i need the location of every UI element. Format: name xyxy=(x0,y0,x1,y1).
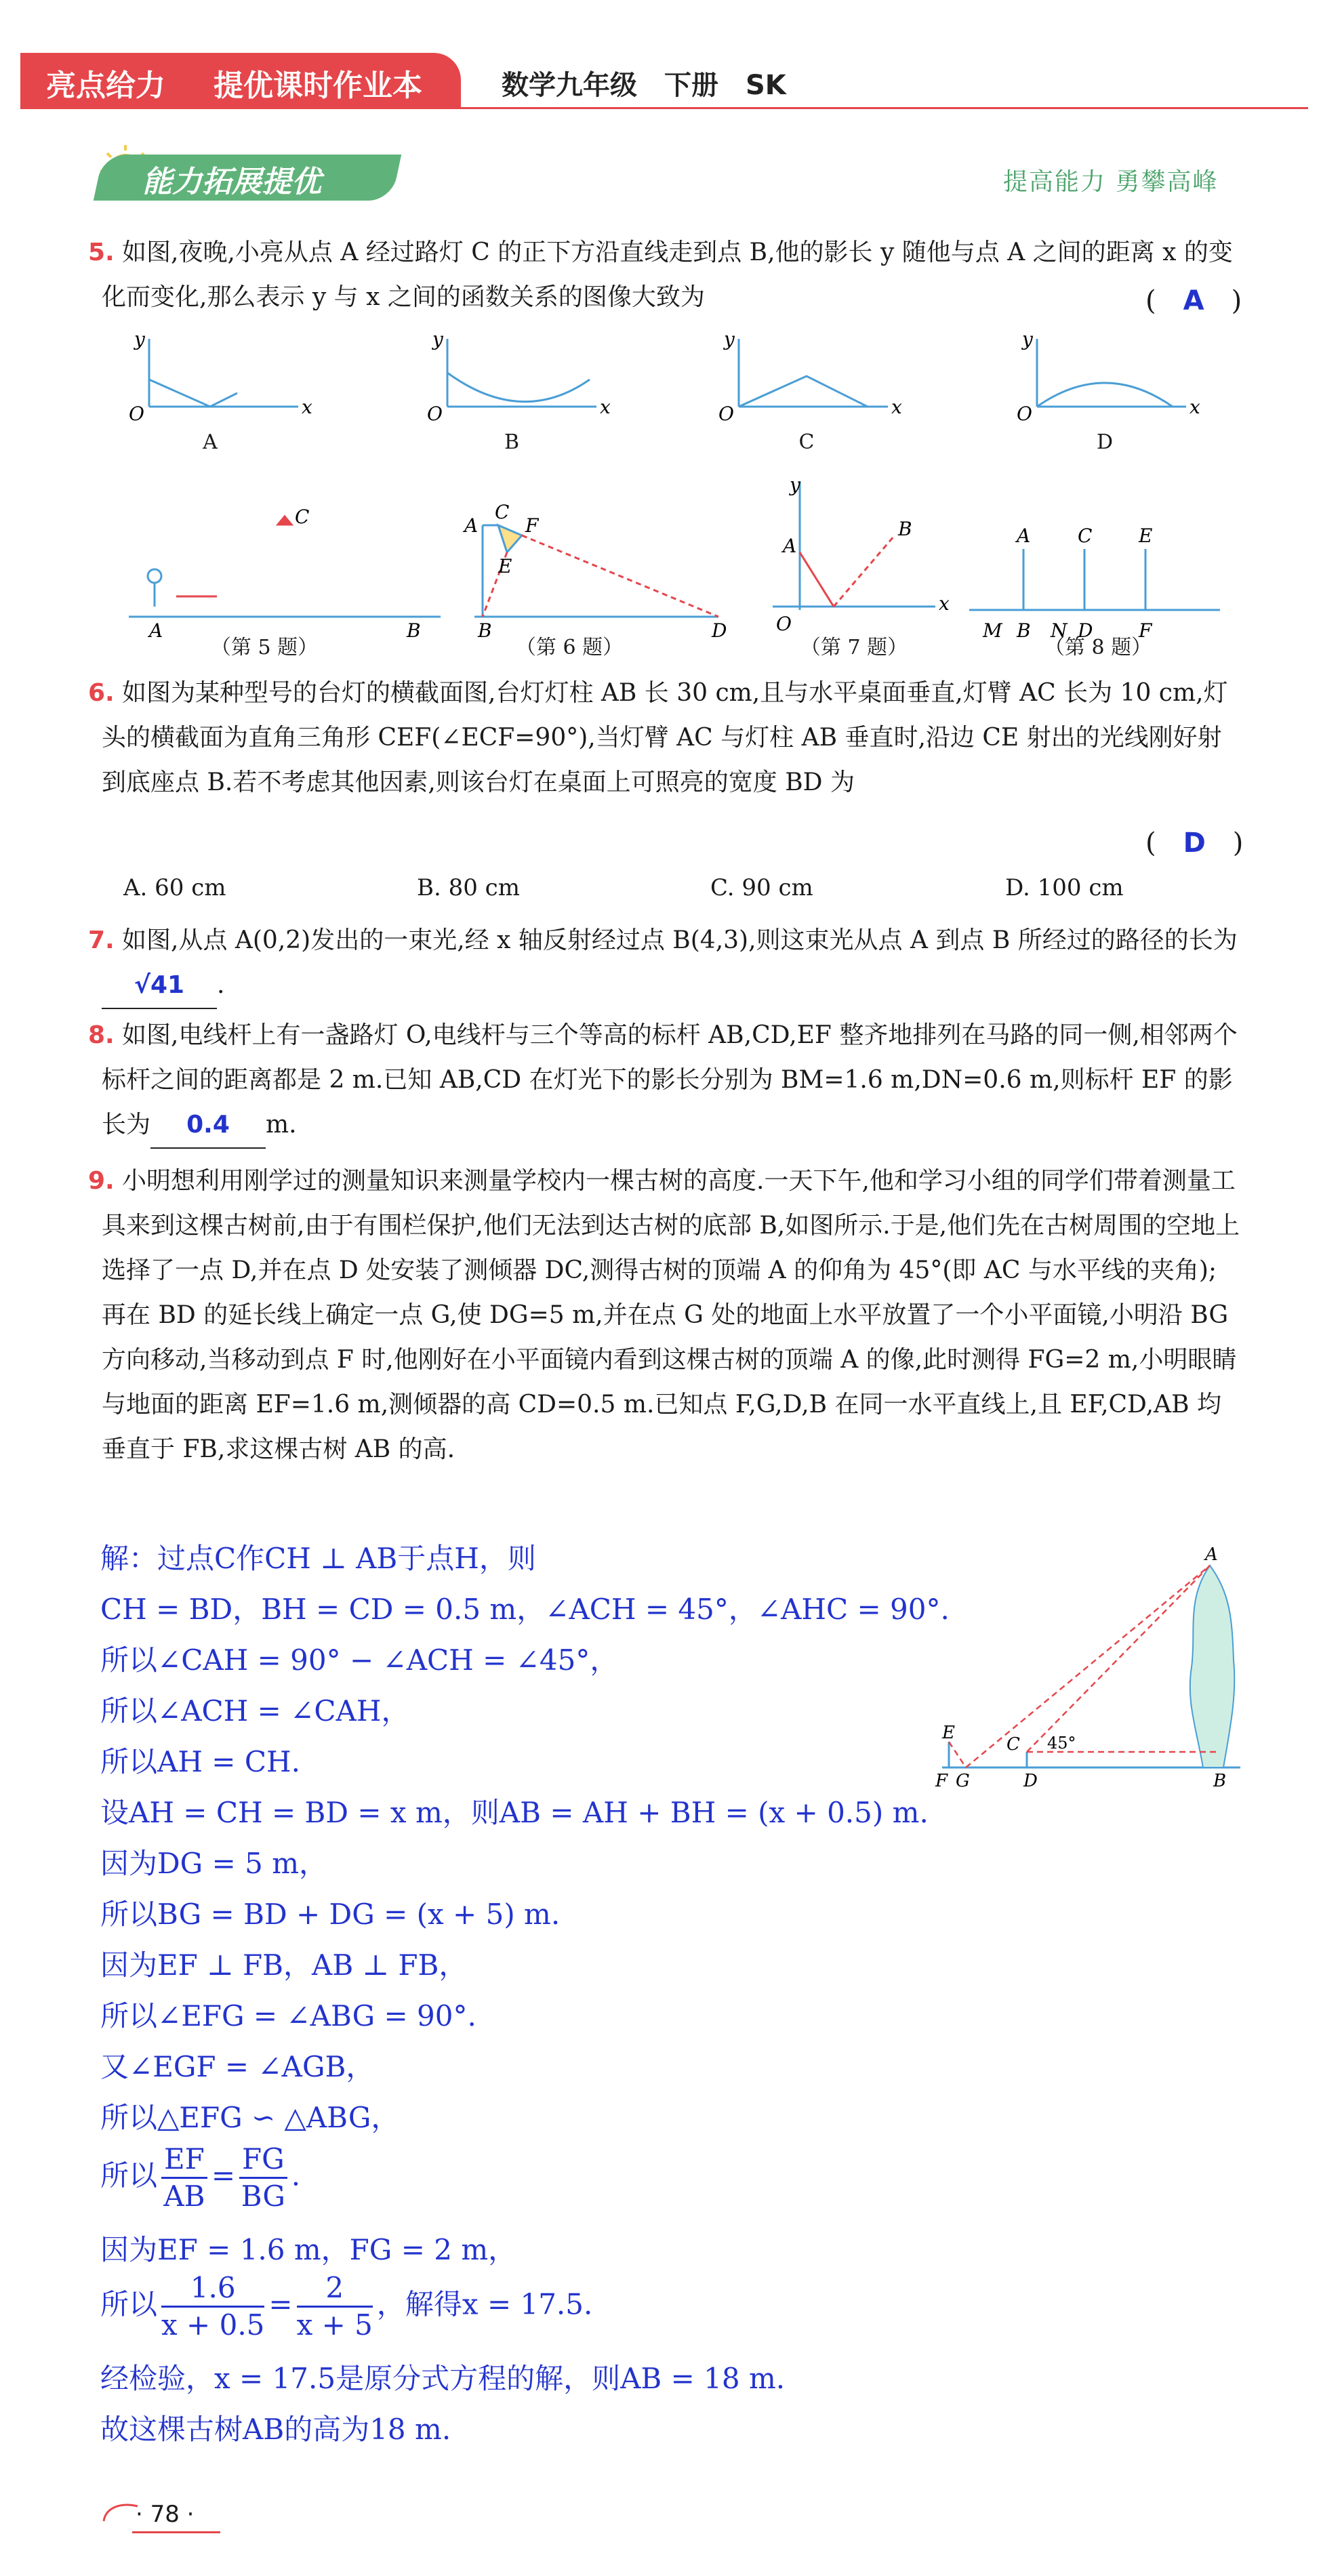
question-text-end: m. xyxy=(266,1111,297,1139)
solution-line: 设AH = CH = BD = x m，则AB = AH + BH = (x + 0.5) m. xyxy=(100,1796,929,1829)
svg-text:D: D xyxy=(712,619,727,642)
svg-text:C: C xyxy=(1007,1734,1020,1755)
denominator: AB xyxy=(163,2180,205,2213)
svg-text:F: F xyxy=(1139,619,1152,642)
answer-value: A xyxy=(1183,285,1204,316)
svg-text:C: C xyxy=(1078,525,1093,547)
header-brand: 亮点给力 xyxy=(46,68,165,103)
svg-text:B: B xyxy=(1213,1771,1227,1789)
svg-text:45°: 45° xyxy=(1047,1734,1076,1753)
numerator: FG xyxy=(239,2142,287,2179)
fig8-caption: （第 8 题） xyxy=(1044,636,1152,659)
option-a: A. 60 cm xyxy=(123,874,226,901)
answer-value: 0.4 xyxy=(186,1111,230,1139)
svg-text:O: O xyxy=(427,403,443,425)
page-number-underline xyxy=(132,2531,220,2533)
header-divider xyxy=(20,107,1308,109)
option-a-label: A xyxy=(203,430,218,454)
svg-text:C: C xyxy=(295,506,310,528)
solution-line: 所以BG = BD + DG = (x + 5) m. xyxy=(100,1898,561,1931)
svg-text:E: E xyxy=(1139,525,1153,547)
svg-text:y: y xyxy=(724,332,735,350)
svg-text:B: B xyxy=(407,619,421,642)
frac-suffix: . xyxy=(291,2159,301,2192)
solution-line: CH = BD，BH = CD = 0.5 m，∠ACH = 45°，∠AHC = 90°. xyxy=(100,1593,950,1626)
question-6 xyxy=(88,671,1240,805)
solution-line: 所以∠ACH = ∠CAH， xyxy=(100,1694,410,1727)
svg-text:O: O xyxy=(129,403,144,425)
solution-fraction-1 xyxy=(100,2142,300,2214)
question-number: 5. xyxy=(88,239,115,266)
option-d: D. 100 cm xyxy=(1005,874,1124,901)
solution-line: 解：过点C作CH ⊥ AB于点H，则 xyxy=(100,1542,536,1575)
solution-line: 因为DG = 5 m， xyxy=(100,1847,328,1880)
section-title: 能力拓展提优 xyxy=(142,165,321,199)
denominator: BG xyxy=(241,2180,285,2213)
page-number: · 78 · xyxy=(136,2501,195,2528)
svg-text:B: B xyxy=(478,619,492,642)
frac-prefix: 所以 xyxy=(100,2159,158,2192)
equals: = xyxy=(268,2287,293,2321)
answer-bracket: ( A ) xyxy=(1145,285,1242,316)
numerator: 1.6 xyxy=(161,2270,264,2308)
header-brand-bar xyxy=(20,53,461,107)
solution-line: 所以△EFG ∽ △ABG， xyxy=(100,2101,400,2134)
answer-bracket: ( D ) xyxy=(1145,827,1244,859)
equals: = xyxy=(211,2159,236,2192)
svg-text:x: x xyxy=(302,396,312,418)
question-number: 8. xyxy=(88,1021,115,1049)
svg-text:x: x xyxy=(891,396,902,418)
svg-text:B: B xyxy=(898,518,912,540)
question-8 xyxy=(88,1013,1240,1149)
question-text: 如图为某种型号的台灯的横截面图,台灯灯柱 AB 长 30 cm,且与水平桌面垂直,灯臂 AC 长为 10 cm,灯头的横截面为直角三角形 CEF(∠ECF=90°),当灯臂 AC 与灯柱 AB 垂直时,沿边 CE 射出的光线刚好射到底座点 B.若不考虑其他因素,则该台灯在桌面上可照亮的宽度 BD 为 xyxy=(102,679,1228,796)
solution-line: 又∠EGF = ∠AGB， xyxy=(100,2050,375,2083)
svg-text:O: O xyxy=(718,403,734,425)
page-swoosh-icon xyxy=(100,2501,141,2528)
option-d-label: D xyxy=(1096,430,1114,454)
question-5 xyxy=(88,230,1240,320)
solution-line: 所以∠EFG = ∠ABG = 90°. xyxy=(100,1999,476,2032)
svg-text:O: O xyxy=(776,613,792,635)
fig5-caption: （第 5 题） xyxy=(210,636,319,659)
svg-text:y: y xyxy=(134,332,145,350)
option-c-label: C xyxy=(798,430,815,454)
solution-line: 因为EF = 1.6 m，FG = 2 m， xyxy=(100,2233,517,2266)
figure-7 xyxy=(773,481,935,610)
answer-value: √41 xyxy=(134,971,185,999)
fig7-caption: （第 7 题） xyxy=(800,636,908,659)
frac-suffix: ，解得x = 17.5. xyxy=(376,2287,593,2321)
svg-text:A: A xyxy=(149,619,163,642)
question-7 xyxy=(88,918,1240,1009)
question-text-end: . xyxy=(217,971,225,999)
denominator: x + 5 xyxy=(296,2308,373,2342)
question-number: 9. xyxy=(88,1167,115,1195)
svg-text:D: D xyxy=(1078,619,1093,642)
solution-line: 经检验，x = 17.5是原分式方程的解，则AB = 18 m. xyxy=(100,2362,786,2395)
svg-text:E: E xyxy=(498,555,512,577)
svg-text:F: F xyxy=(525,514,539,537)
header-info: 数学九年级 下册 SK xyxy=(502,70,786,101)
denominator: x + 0.5 xyxy=(161,2308,265,2342)
question-text: 如图,夜晚,小亮从点 A 经过路灯 C 的正下方沿直线走到点 B,他的影长 y 随他与点 A 之间的距离 x 的变化而变化,那么表示 y 与 x 之间的函数关系的图像大致为 xyxy=(102,239,1233,311)
svg-text:O: O xyxy=(1017,403,1032,425)
svg-text:D: D xyxy=(1023,1771,1038,1789)
svg-text:y: y xyxy=(1022,332,1033,350)
solution-line: 故这棵古树AB的高为18 m. xyxy=(100,2413,451,2446)
figure-8 xyxy=(969,549,1220,610)
question-text: 如图,电线杆上有一盏路灯 O,电线杆与三个等高的标杆 AB,CD,EF 整齐地排列在马路的同一侧,相邻两个标杆之间的距离都是 2 m.已知 AB,CD 在灯光下的影长分别为 BM=1.6 m,DN=0.6 m,则标杆 EF 的影长为 xyxy=(102,1021,1238,1139)
svg-text:B: B xyxy=(1017,619,1031,642)
q5-option-graphs xyxy=(129,332,1213,468)
question-text: 小明想利用刚学过的测量知识来测量学校内一棵古树的高度.一天下午,他和学习小组的同学们带着测量工具来到这棵古树前,由于有围栏保护,他们无法到达古树的底部 B,如图所示.于是,他们先在古树周围的空地上选择了一点 D,并在点 D 处安装了测倾器 DC,测得古树的顶端 A 的仰角为 45°(即 AC 与水平线的夹角);再在 BD 的延长线上确定一点 G,使 DG=5 m,并在点 G 处的地面上水平放置了一个小平面镜,小明沿 BG 方向移动,当移动到点 F 时,他刚好在小平面镜内看到这棵古树的顶端 A 的像,此时测得 FG=2 m,小明眼睛与地面的距离 EF=1.6 m,测倾器的高 CD=0.5 m.已知点 F,G,D,B 在同一水平直线上,且 EF,CD,AB 均垂直于 FB,求这棵古树 AB 的高. xyxy=(102,1167,1240,1463)
option-b: B. 80 cm xyxy=(417,874,520,901)
svg-text:A: A xyxy=(783,535,797,557)
svg-text:A: A xyxy=(1017,525,1031,547)
question-9 xyxy=(88,1159,1240,1472)
svg-text:E: E xyxy=(942,1723,955,1743)
solution-line: 因为EF ⊥ FB，AB ⊥ FB， xyxy=(100,1948,468,1982)
q9-diagram xyxy=(929,1545,1247,1789)
svg-text:M: M xyxy=(983,619,1002,642)
svg-text:x: x xyxy=(1190,396,1200,418)
svg-text:x: x xyxy=(600,396,611,418)
svg-text:A: A xyxy=(464,514,479,537)
section-slogan: 提高能力 勇攀高峰 xyxy=(1003,168,1219,196)
question-text: 如图,从点 A(0,2)发出的一束光,经 x 轴反射经过点 B(4,3),则这束光从点 A 到点 B 所经过的路径的长为 xyxy=(122,926,1238,954)
solution-fraction-2 xyxy=(100,2270,592,2343)
svg-text:x: x xyxy=(939,592,950,615)
svg-text:y: y xyxy=(790,474,800,496)
svg-text:N: N xyxy=(1051,619,1068,642)
fig6-caption: （第 6 题） xyxy=(515,636,624,659)
frac-prefix: 所以 xyxy=(100,2287,158,2321)
svg-text:C: C xyxy=(495,501,510,523)
question-number: 7. xyxy=(88,926,115,954)
option-c: C. 90 cm xyxy=(710,874,813,901)
solution-line: 所以∠CAH = 90° − ∠ACH = ∠45°， xyxy=(100,1643,619,1677)
svg-text:G: G xyxy=(956,1771,970,1789)
svg-text:F: F xyxy=(935,1771,948,1789)
figure-5 xyxy=(129,516,441,617)
numerator: 2 xyxy=(297,2270,373,2308)
solution-line: 所以AH = CH. xyxy=(100,1745,300,1778)
question-number: 6. xyxy=(88,679,115,707)
svg-text:y: y xyxy=(432,332,443,350)
answer-value: D xyxy=(1183,827,1206,859)
svg-text:A: A xyxy=(1205,1545,1218,1565)
option-b-label: B xyxy=(504,430,520,454)
header-series: 提优课时作业本 xyxy=(214,68,422,103)
numerator: EF xyxy=(161,2142,207,2179)
